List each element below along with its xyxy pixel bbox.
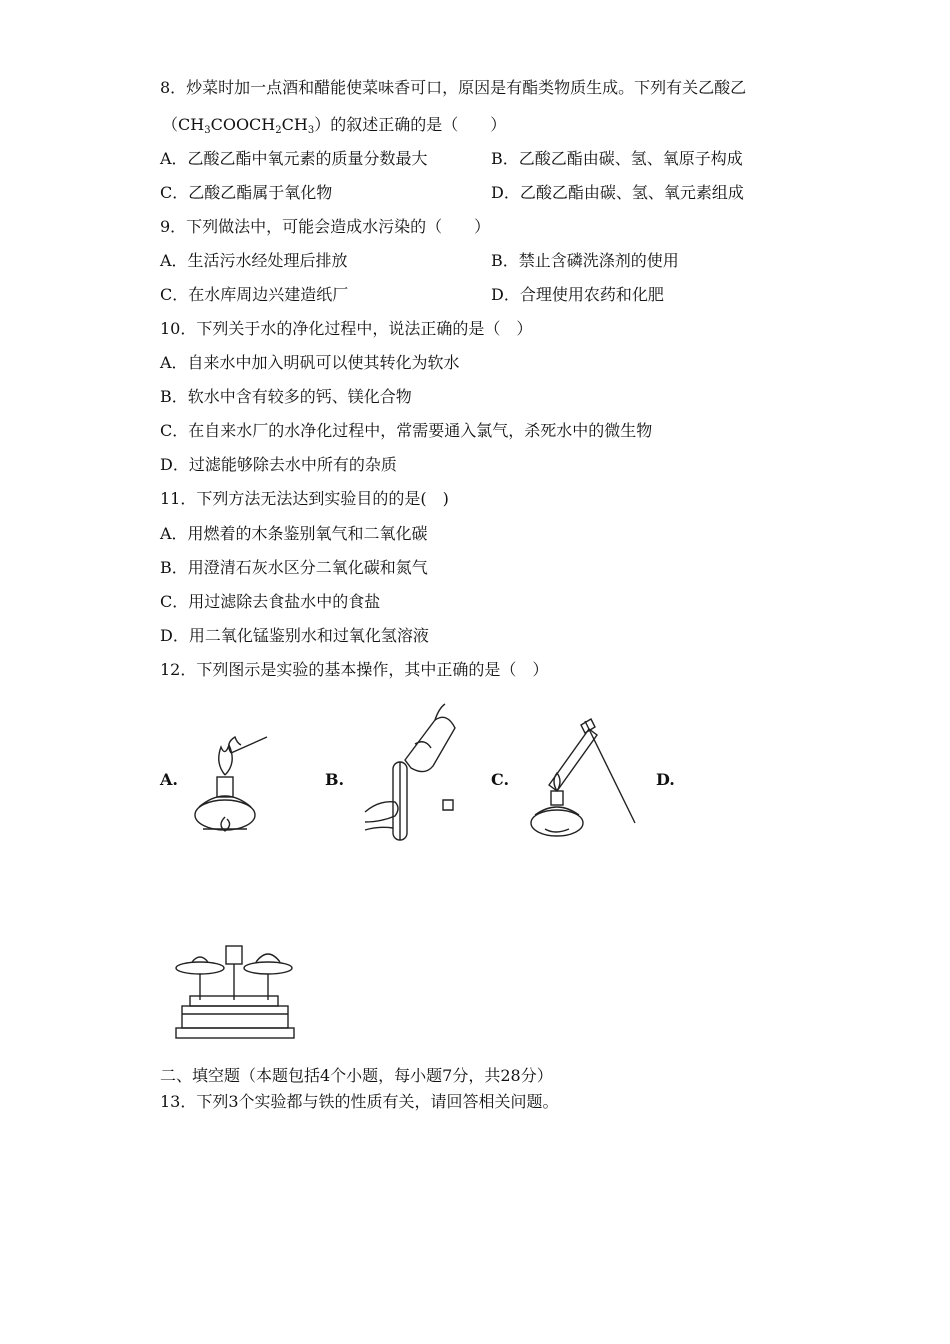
formula-part: （CH <box>162 115 205 134</box>
q10-stem: 10．下列关于水的净化过程中，说法正确的是（ ） <box>160 319 533 338</box>
formula-subscript: 3 <box>204 125 211 136</box>
q9-option-b: B．禁止含磷洗涤剂的使用 <box>491 251 679 270</box>
formula-part: COOCH <box>210 115 276 134</box>
q11-option-d: D．用二氧化锰鉴别水和过氧化氢溶液 <box>160 626 429 645</box>
q10-option-c: C．在自来水厂的水净化过程中，常需要通入氯气，杀死水中的微生物 <box>160 421 653 440</box>
section-2-heading: 二、填空题（本题包括4个小题，每小题7分，共28分） <box>160 1066 553 1085</box>
q10-option-b: B．软水中含有较多的钙、镁化合物 <box>160 387 412 406</box>
q11-option-a: A．用燃着的木条鉴别氧气和二氧化碳 <box>160 524 428 543</box>
q13-stem: 13．下列3个实验都与铁的性质有关，请回答相关问题。 <box>160 1092 559 1111</box>
q8-option-d: D．乙酸乙酯由碳、氢、氧元素组成 <box>491 183 744 202</box>
formula-subscript: 2 <box>275 125 282 136</box>
q9-option-a: A．生活污水经处理后排放 <box>160 251 348 270</box>
q12-label-b: B. <box>325 770 345 789</box>
heating-test-tube-figure <box>525 705 650 845</box>
q12-stem: 12．下列图示是实验的基本操作，其中正确的是（ ） <box>160 660 549 679</box>
q10-option-d: D．过滤能够除去水中所有的杂质 <box>160 455 397 474</box>
q9-stem: 9．下列做法中，可能会造成水污染的（ ） <box>160 217 491 236</box>
q8-option-b: B．乙酸乙酯由碳、氢、氧原子构成 <box>491 149 743 168</box>
q9-option-c: C．在水库周边兴建造纸厂 <box>160 285 349 304</box>
formula-part: CH <box>281 115 308 134</box>
pouring-liquid-figure <box>355 700 465 850</box>
q12-label-a: A. <box>160 770 178 789</box>
q11-stem: 11．下列方法无法达到实验目的的是( ) <box>160 489 449 508</box>
q8-option-a: A．乙酸乙酯中氧元素的质量分数最大 <box>160 149 428 168</box>
balance-scale-figure <box>170 940 300 1045</box>
alcohol-lamp-lighting-figure <box>185 725 270 840</box>
q11-option-b: B．用澄清石灰水区分二氧化碳和氮气 <box>160 558 428 577</box>
q8-stem-line1: 8．炒菜时加一点酒和醋能使菜味香可口，原因是有酯类物质生成。下列有关乙酸乙 <box>160 78 747 97</box>
q11-option-c: C．用过滤除去食盐水中的食盐 <box>160 592 381 611</box>
q12-label-c: C. <box>491 770 510 789</box>
q8-stem-line2 <box>162 114 506 142</box>
q9-option-d: D．合理使用农药和化肥 <box>491 285 664 304</box>
q12-label-d: D. <box>656 770 675 789</box>
formula-subscript: 3 <box>307 125 315 136</box>
q10-option-a: A．自来水中加入明矾可以使其转化为软水 <box>160 353 460 372</box>
q8-option-c: C．乙酸乙酯属于氧化物 <box>160 183 333 202</box>
formula-part: ）的叙述正确的是（ ） <box>314 115 507 134</box>
